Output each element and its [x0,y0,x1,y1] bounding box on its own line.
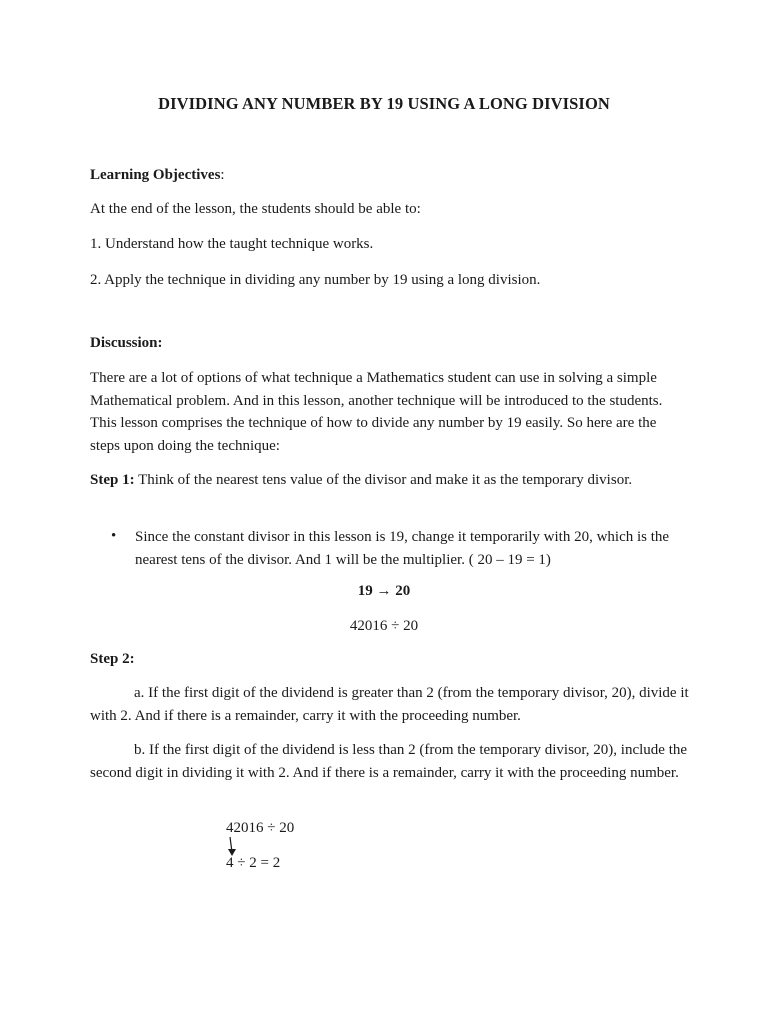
step2-b-text: b. If the first digit of the dividend is less than 2 (from the temporary divisor, 20), include the second digit in dividing it with 2. And if there is a remainder, carry it with the proceeding number. [90,742,688,781]
objectives-heading-colon: : [220,167,225,183]
discussion-heading: Discussion: [90,335,163,351]
example-division: 42016 ÷ 20 [349,618,419,634]
step1-paragraph [90,469,655,492]
objectives-heading-line [90,164,690,187]
step2-label: Step 2: [90,651,135,667]
divisor-conversion: 19 → 20 [357,583,411,599]
step1-label: Step 1: [90,472,135,488]
objective-item-1: 1. Understand how the taught technique works. [90,236,374,252]
step2-a-paragraph [90,682,690,727]
step2-a-text: a. If the first digit of the dividend is greater than 2 (from the temporary divisor, 20), divide it with 2. And if there is a remainder, carry it with the proceeding number. [90,685,689,724]
step2-b-paragraph [90,739,690,784]
document-title: DIVIDING ANY NUMBER BY 19 USING A LONG DIVISION [158,94,610,113]
bullet-marker: • [111,528,117,544]
objectives-heading: Learning Objectives [90,167,221,183]
objectives-intro: At the end of the lesson, the students should be able to: [90,201,421,217]
objective-item-2: 2. Apply the technique in dividing any number by 19 using a long division. [90,272,541,288]
discussion-paragraph: There are a lot of options of what technique a Mathematics student can use in solving a simple Mathematical problem. And in this lesson, another technique will be introduced to the students. This lesson comprises the technique of how to divide any number by 19 easily. So here are the steps upon doing the technique: [90,370,663,454]
step1-bullet-text: Since the constant divisor in this lesson is 19, change it temporarily with 20, which is the nearest tens of the divisor. And 1 will be the multiplier. ( 20 – 19 = 1) [135,529,670,568]
step1-text: Think of the nearest tens value of the divisor and make it as the temporary divisor. [134,472,633,488]
work-line-2: 4 ÷ 2 = 2 [226,855,281,871]
work-line-1: 42016 ÷ 20 [226,820,295,836]
